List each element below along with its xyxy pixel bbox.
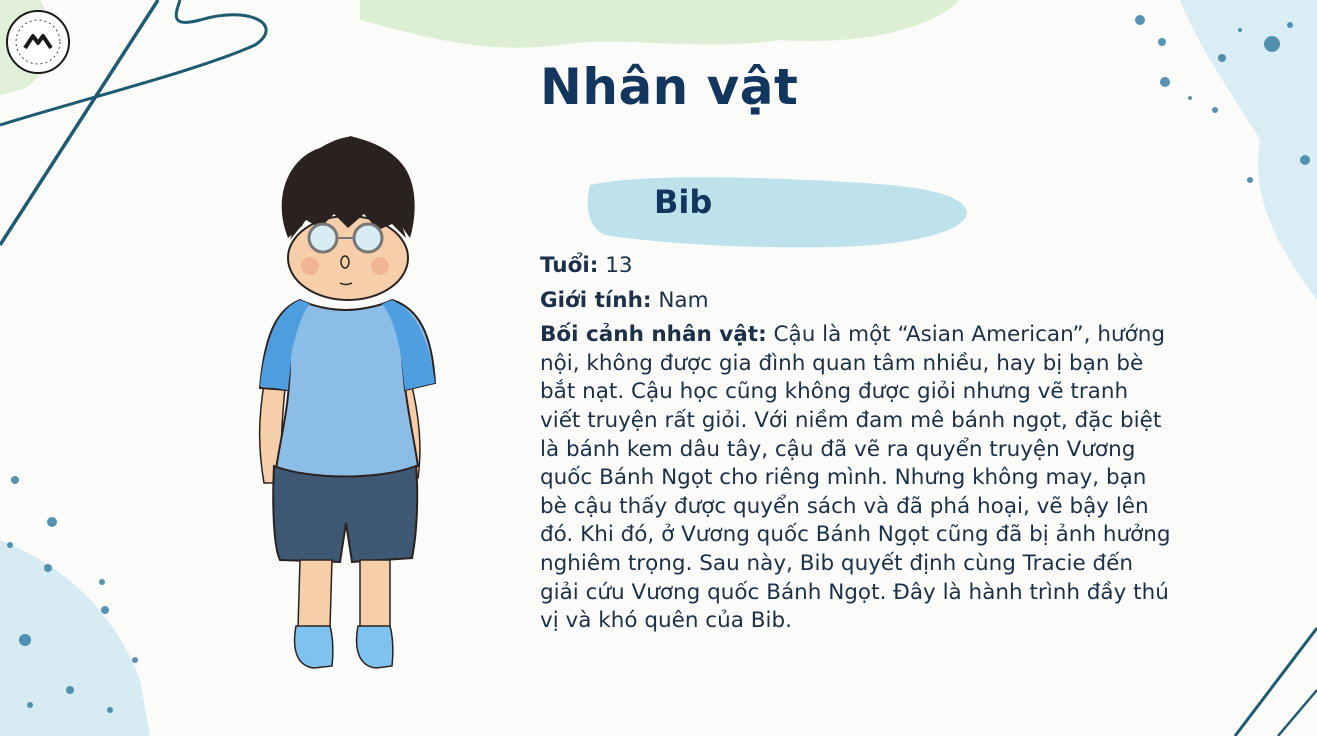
background-label: Bối cảnh nhân vật:: [540, 322, 767, 348]
background-text: Cậu là một “Asian American”, hướng nội, không được gia đình quan tâm nhiều, hay bị bạn bè bắt nạt. Cậu học cũng không được giỏi nhưng vẽ tranh viết truyện rất giỏi. Với niềm đam mê bánh ngọt, đặc biệt là bánh kem dâu tây, cậu đã vẽ ra quyển truyện Vương quốc Bánh Ngọt cho riêng mình. Nhưng không may, bạn bè cậu thấy được quyển sách và đã phá hoại, vẽ bậy lên đó. Khi đó, ở Vương quốc Bánh Ngọt cũng đã bị ảnh hưởng nghiêm trọng. Sau này, Bib quyết định cùng Tracie đến giải cứu Vương quốc Bánh Ngọt. Đây là hành trình đầy thú vị và khó quên của Bib.: [540, 322, 1171, 634]
gender-value: Nam: [658, 287, 709, 313]
background-row: [540, 321, 1172, 636]
character-name: Bib: [654, 183, 713, 221]
page-title: Nhân vật: [540, 58, 799, 116]
age-label: Tuổi:: [540, 253, 599, 278]
age-row: [540, 252, 1172, 281]
gender-row: [540, 287, 1172, 316]
academy-logo: [6, 10, 70, 74]
logo-icon: [8, 12, 68, 72]
age-value: 13: [605, 253, 633, 278]
character-info: [540, 252, 1172, 642]
gender-label: Giới tính:: [540, 287, 652, 313]
name-brush-highlight: [585, 165, 970, 255]
character-illustration: [240, 128, 460, 676]
